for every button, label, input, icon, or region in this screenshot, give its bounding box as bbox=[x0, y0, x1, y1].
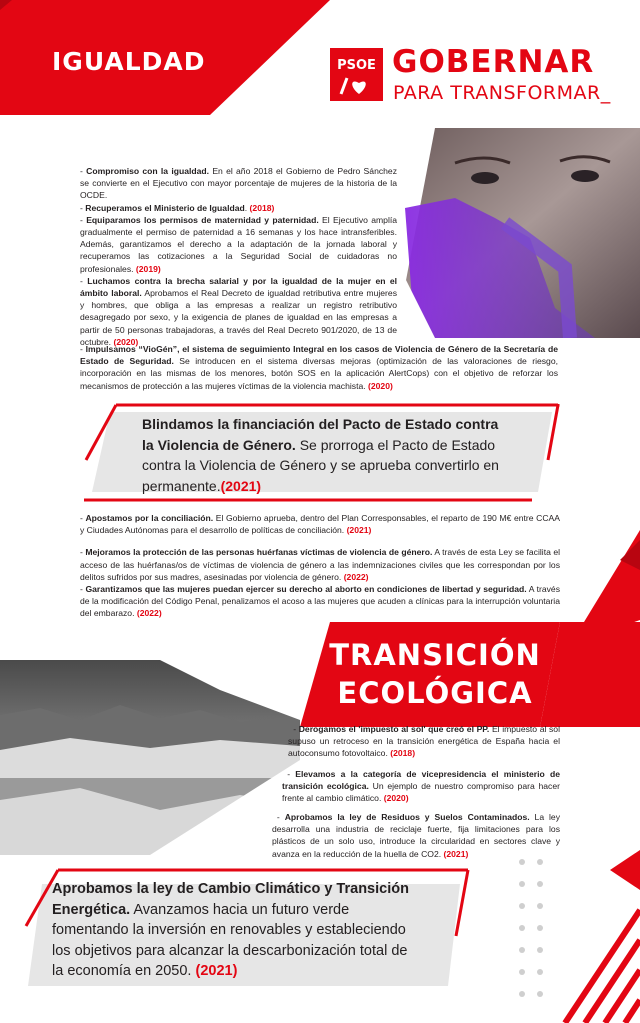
list-item: - Compromiso con la igualdad. En el año 2018 el Gobierno de Pedro Sánchez se convierte en el Ejecutivo con mayor porcentaje de mujeres de la historia de la OCDE. bbox=[80, 166, 398, 201]
photo-woman-hand bbox=[395, 128, 640, 338]
list-item: - Mejoramos la protección de las personas huérfanas víctimas de violencia de género. A través de esta Ley se facilita el acceso de las huérfanas/os de víctimas de violencia de género a las indemnizaciones civiles que les correspondan por los delitos sufridos por sus madres, asesinadas por violencia de género. (2022) bbox=[80, 547, 561, 582]
list-item: - Recuperamos el Ministerio de Igualdad. (2018) bbox=[80, 202, 275, 213]
photo-glacier bbox=[0, 660, 300, 855]
list-item: - Garantizamos que las mujeres puedan ejercer su derecho al aborto en condiciones de libertad y seguridad. A través de la modificación del Código Penal, penalizamos el acoso a las mujeres que acuden a clínicas para la interrupción voluntaria del embarazo. (2022) bbox=[80, 584, 560, 619]
slogan-gobernar: GOBERNAR bbox=[392, 44, 595, 80]
list-item: - Luchamos contra la brecha salarial y por la igualdad de la mujer en el ámbito laboral. Aprobamos el Real Decreto de igualdad retributiva entre mujeres y hombres, que obliga a las empresas a realizar un registro retributivo desagregado por sexo, y la exigencia de planes de igualdad en las empresas a partir de 50 personas trabajadoras, a través del Real Decreto 901/2020, de 13 de octubre. (2020) bbox=[80, 275, 398, 347]
logo-rose-icon bbox=[337, 76, 377, 96]
callout-pacto: Blindamos la financiación del Pacto de Estado contra la Violencia de Género. Se prorroga el Pacto de Estado contra la Violencia de Género y se aprueba convertirlo en permanente.(2021) bbox=[142, 416, 499, 494]
psoe-logo-text: PSOE bbox=[337, 58, 376, 73]
list-item: - Apostamos por la conciliación. El Gobierno aprueba, dentro del Plan Corresponsables, el reparto de 190 M€ entre CCAA y Ciudades Autónomas para el desarrollo de políticas de conciliación. (2021) bbox=[80, 513, 561, 536]
viogen-item: - Impulsamos “VioGén”, el sistema de seguimiento Integral en los casos de Violencia de Género de la Secretaría de Estado de Seguridad. Se introducen en el sistema diversas mejoras (optimización de las valoraciones de riesgo, incorporación en las mismas de los menores, botón SOS en la aplicación AlertCops) con el objetivo de reforzar los mecanismos de protección a las mujeres víctimas de la violencia machista. (2020) bbox=[80, 344, 559, 391]
transicion-item-2: - Elevamos a la categoría de vicepresidencia el ministerio de transición ecológica. Un ejemplo de nuestro compromiso para hacer frente al cambio climático. (2020) bbox=[282, 769, 561, 804]
transicion-item-3: - Aprobamos la ley de Residuos y Suelos Contaminados. La ley desarrolla una industria de reciclaje fuerte, fija limitaciones para los plásticos de un solo uso, introduce la circularidad en sectores clave y avanza en la reducción de la huella de CO2. (2021) bbox=[272, 812, 561, 859]
transicion-item-1: - Derogamos el 'impuesto al sol' que creó el PP. El impuesto al sol supuso un retroceso en la transición energética de España hacia el autoconsumo fotovoltaico. (2018) bbox=[288, 724, 560, 759]
slogan-transformar: PARA TRANSFORMAR_ bbox=[393, 82, 611, 104]
section-title-igualdad: IGUALDAD bbox=[52, 47, 206, 76]
decor-red-stripes bbox=[470, 850, 640, 1023]
callout-cambio-climatico: Aprobamos la ley de Cambio Climático y Transición Energética. Avanzamos hacia un futuro verde fomentando la inversión en renovables y estableciendo los objetivos para alcanzar la descarbonización total de la economía en 2050. (2021) bbox=[52, 881, 409, 979]
igualdad-list bbox=[80, 165, 397, 348]
section-title-transicion: TRANSICIÓN ECOLÓGICA bbox=[329, 638, 541, 710]
list-item: - Equiparamos los permisos de maternidad y paternidad. El Ejecutivo amplía gradualmente el permiso de paternidad a 16 semanas y los hace intransferibles. Además, garantizamos el derecho a la adaptación de la jornada laboral y recuperamos las cotizaciones a la Seguridad Social de cuidadoras no profesionales. (2019) bbox=[80, 214, 398, 274]
igualdad-list-2 bbox=[80, 512, 560, 620]
